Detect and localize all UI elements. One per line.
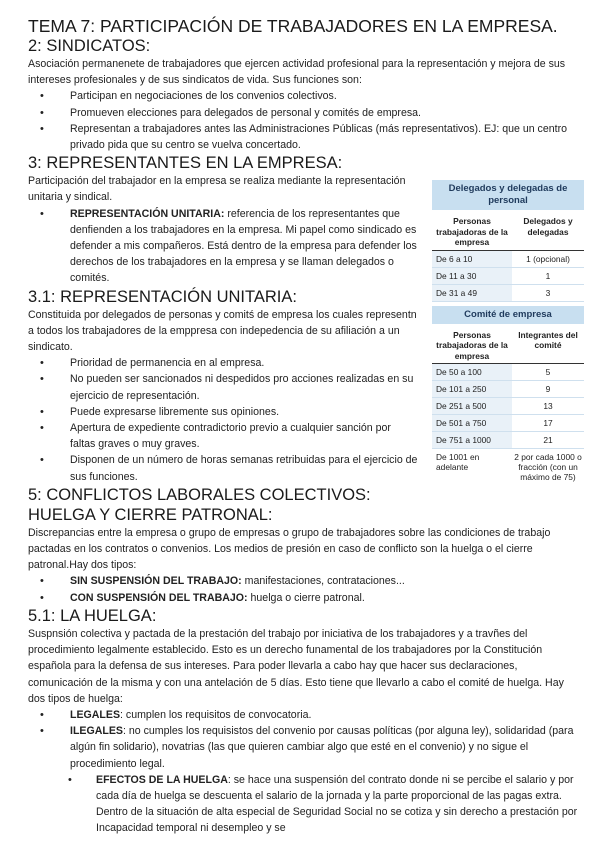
table-cell: De 31 a 49 [432,285,512,301]
term-text: huelga o cierre patronal. [247,591,365,604]
term-bold: SIN SUSPENSIÓN DEL TRABAJO: [70,575,242,588]
term-bold: CON SUSPENSIÓN DEL TRABAJO: [70,591,248,604]
section-2-intro: Asociación permanenete de trabajadores que ejercen actividad profesional para la representación y mejora de sus intereses profesionales y de sus sindicatos de vida. Sus funciones son: [28,58,566,87]
term-text: : cumplen los requisitos de convocatoria. [120,708,312,721]
list-item: • Participan en negociaciones de los convenios colectivos. [28,88,580,104]
table-row [432,449,584,485]
list-item [28,573,580,589]
list-item [28,772,580,837]
section-3-1-heading: 3.1: REPRESENTACIÓN UNITARIA: [28,287,297,306]
table-row [432,398,584,415]
table-cell: 3 [545,287,551,298]
section-3-list [28,206,418,287]
section-3-intro: Participación del trabajador en la empresa se realiza mediante la representación unitaria y sindical. [28,175,406,204]
table-cell: De 1001 en adelante [436,452,480,472]
list-item [28,707,580,723]
column-header: Personas trabajadoras de la empresa [436,329,508,361]
section-5-list [28,573,580,605]
table-cell: De 6 a 10 [432,251,512,267]
list-item: • No pueden ser sancionados ni despedidos pro acciones realizadas en su ejercicio de representación. [28,371,418,403]
table-cell: 1 (opcional) [526,253,570,264]
table-cell: 9 [545,384,551,394]
table-cell: 17 [543,418,553,428]
list-item: • Disponen de un número de horas semanas retribuidas para el ejercicio de sus funciones. [28,452,418,484]
table-cell: De 11 a 30 [432,268,512,284]
delegados-table-header [432,210,584,251]
table-cell: 2 por cada 1000 o fracción (con un máximo de 75) [514,452,582,482]
comite-table-header [432,324,584,365]
table-cell: 1 [545,270,551,281]
term-bold: LEGALES [70,708,121,721]
list-item [28,590,580,606]
list-item: • Representan a trabajadores antes las Administraciones Públicas (más representativos). EJ: que un centro privado pida que su centro se vuelva concertado. [28,121,580,153]
list-item: • Prioridad de permanencia en al empresa. [28,355,418,371]
section-3-1-intro: Constituida por delegados de personas y comitś de empresa los cuales representn a todos los trabajadores de la emppresa con indepedencia de su afiliación a un sindicato. [28,308,417,354]
table-cell: De 251 a 500 [432,398,512,414]
term-text: manifestaciones, contrataciones... [241,575,405,588]
column-header: Delegados y delegadas [523,216,573,237]
table-cell: 21 [543,435,553,445]
table-row [432,415,584,432]
list-item [28,723,580,772]
list-item [28,206,418,287]
term-bold: ILEGALES [70,725,123,738]
table-cell: De 501 a 750 [432,415,512,431]
term-bold: REPRESENTACIÓN UNITARIA: [70,207,225,220]
section-5-1-list [28,707,580,837]
comite-table-title: Comité de empresa [432,306,584,324]
section-3-heading: 3: REPRESENTANTES EN LA EMPRESA: [28,154,343,173]
column-header: Personas trabajadoras de la empresa [436,216,508,247]
section-3-1-list [28,355,418,485]
table-cell: 5 [545,367,551,377]
term-bold: EFECTOS DE LA HUELGA [96,773,228,786]
section-2-heading: 2: SINDICATOS: [28,37,151,55]
column-header: Integrantes del comité [518,329,578,350]
term-text: : no cumples los requisistos del convenio por causas políticas (por alguna ley), solidaridad (para algún fin solidario), novatrias (las que quieren cambiar algo que esté en el convenio) y no sigue el procedimiento legal. [70,725,574,770]
page-title: TEMA 7: PARTICIPACIÓN DE TRABAJADORES EN LA EMPRESA. [28,16,558,36]
table-cell: De 751 a 1000 [432,432,512,448]
table-row [432,364,584,381]
table-row [432,268,584,285]
delegados-table-title: Delegados y delegadas de personal [432,180,584,210]
term-text: referencia de los representantes que denfienden a los trabajadores en la empresa. Mi papel como sindicado es defender a mis compañeros. Está dentro de la empresa para defender los derechos de los trabajadores en la empresa y se llaman delegados o comités. [70,207,417,285]
list-item: • Promueven elecciones para delegados de personal y comités de empresa. [28,105,580,121]
representation-table-figure [432,180,584,485]
table-cell: De 50 a 100 [432,364,512,380]
section-5-intro: Discrepancias entre la empresa o grupo de empresas o grupo de trabajadores sobre las condiciones de trabajo pactadas en los contratos o convenios. Los medios de presión en caso de conflicto son la huelga o el cierre patronal.Hay dos tipos: [28,526,551,572]
table-row [432,251,584,268]
section-5-heading: 5: CONFLICTOS LABORALES COLECTIVOS: HUELGA Y CIERRE PATRONAL: [28,485,371,524]
table-cell: De 101 a 250 [432,381,512,397]
list-item: • Puede expresarse libremente sus opiniones. [28,404,418,420]
term-text: : se hace una suspensión del contrato donde ni se percibe el salario y por cada día de huelga se descuenta el salario de la jornada y la parte proporcional de las pagas extra. Dentro de la situación de alta especial de Seguridad Social no se cotiza y sin derecho a prestación por Incapacidad temporal ni desempleo y se [96,773,578,835]
table-cell: 13 [543,401,553,411]
table-row [432,432,584,449]
list-item: • Apertura de expediente contradictorio previo a cualquier sanción por faltas graves o muy graves. [28,420,418,452]
section-5-1-heading: 5.1: LA HUELGA: [28,606,157,625]
table-row [432,285,584,302]
section-5-1-intro: Suspnsión colectiva y pactada de la prestación del trabajo por iniciativa de los trabajadores y a travñes del procedimiento legalmente establecido. Esto es un derecho funamental de los trabajadores por la Constitución española para la defensa de sus intereses. Para poder llevarla a cabo hay que hacer sus declaraciones, comunicación de la misma y con una antelación de 5 días. Esto tiene que llevarlo a cabo el comité de huelga. Hay dos tipos de huelga: [28,627,564,705]
table-row [432,381,584,398]
section-2-list [28,88,580,153]
